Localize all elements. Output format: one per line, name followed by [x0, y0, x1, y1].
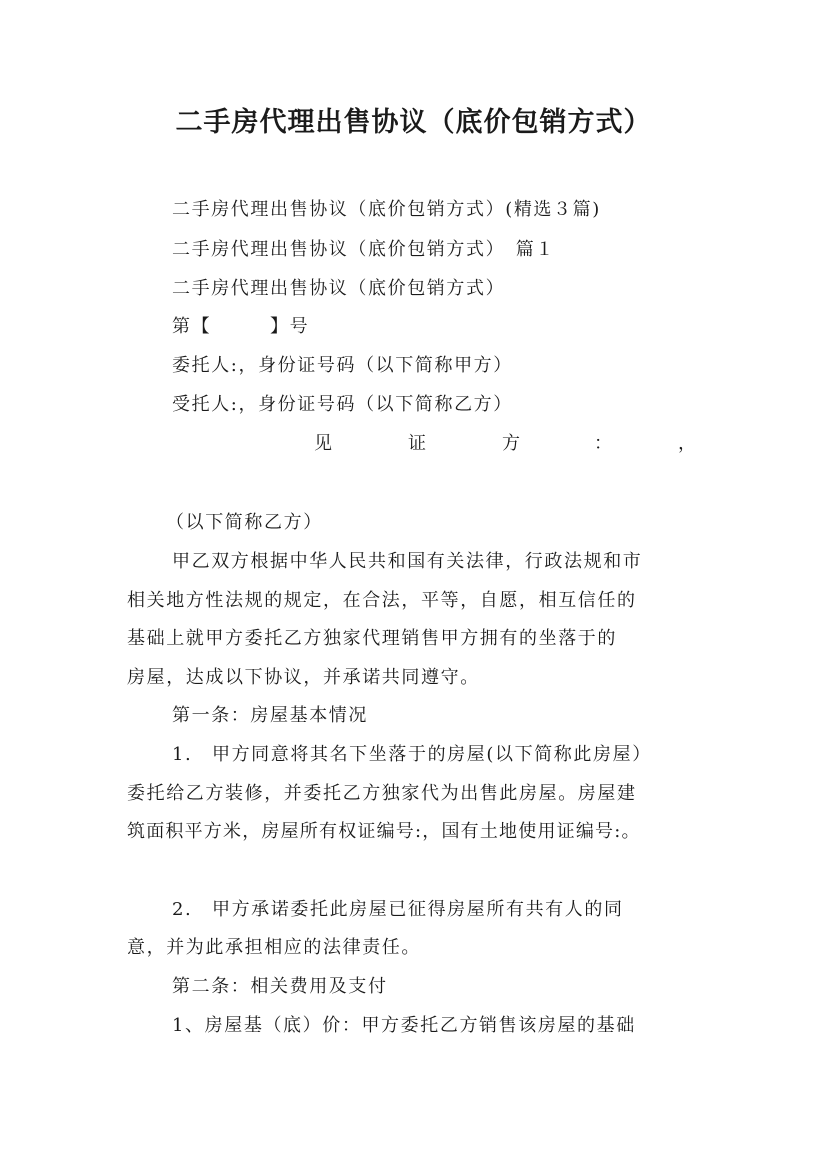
- witness-colon: ：: [594, 433, 612, 454]
- preamble-line-3: 基础上就甲方委托乙方独家代理销售甲方拥有的坐落于的: [127, 628, 617, 649]
- witness-comma: ，: [678, 433, 696, 454]
- document-title: 二手房代理出售协议（底价包销方式）: [175, 107, 652, 138]
- article-one-item2-line2: 意，并为此承担相应的法律责任。: [127, 937, 421, 958]
- article-one-item2-line1: 2. 甲方承诺委托此房屋已征得房屋所有共有人的同: [172, 899, 624, 920]
- witness-char-2: 证: [408, 433, 426, 454]
- article-one-item1-line2: 委托给乙方装修，并委托乙方独家代为出售此房屋。房屋建: [127, 783, 637, 804]
- agent-party: 受托人:，身份证号码（以下简称乙方）: [172, 394, 513, 415]
- preamble-line-4: 房屋，达成以下协议，并承诺共同遵守。: [127, 667, 480, 688]
- article-one-item1-line3: 筑面积平方米，房屋所有权证编号:，国有土地使用证编号:。: [127, 821, 641, 842]
- subtitle-part-one: 二手房代理出售协议（底价包销方式） 篇１: [172, 239, 555, 260]
- article-two-item1-line1: 1、房屋基（底）价：甲方委托乙方销售该房屋的基础: [172, 1015, 636, 1036]
- article-two-heading: 第二条：相关费用及支付: [172, 976, 388, 997]
- principal-party: 委托人:，身份证号码（以下简称甲方）: [172, 355, 513, 376]
- subtitle-collection: 二手房代理出售协议（底价包销方式）(精选３篇): [172, 199, 601, 220]
- witness-char-3: 方: [502, 433, 520, 454]
- preamble-line-2: 相关地方性法规的规定，在合法，平等，自愿，相互信任的: [127, 590, 637, 611]
- witness-party-line: [314, 432, 694, 456]
- article-one-heading: 第一条：房屋基本情况: [172, 705, 368, 726]
- witness-char-1: 见: [314, 433, 332, 454]
- preamble-line-1: 甲乙双方根据中华人民共和国有关法律，行政法规和市: [172, 551, 643, 572]
- agreement-heading: 二手房代理出售协议（底价包销方式）: [172, 278, 506, 299]
- article-one-item1-line1: 1. 甲方同意将其名下坐落于的房屋(以下简称此房屋）: [172, 744, 652, 765]
- witness-abbreviation: （以下简称乙方）: [166, 512, 323, 533]
- agreement-number: 第【 】号: [172, 316, 310, 337]
